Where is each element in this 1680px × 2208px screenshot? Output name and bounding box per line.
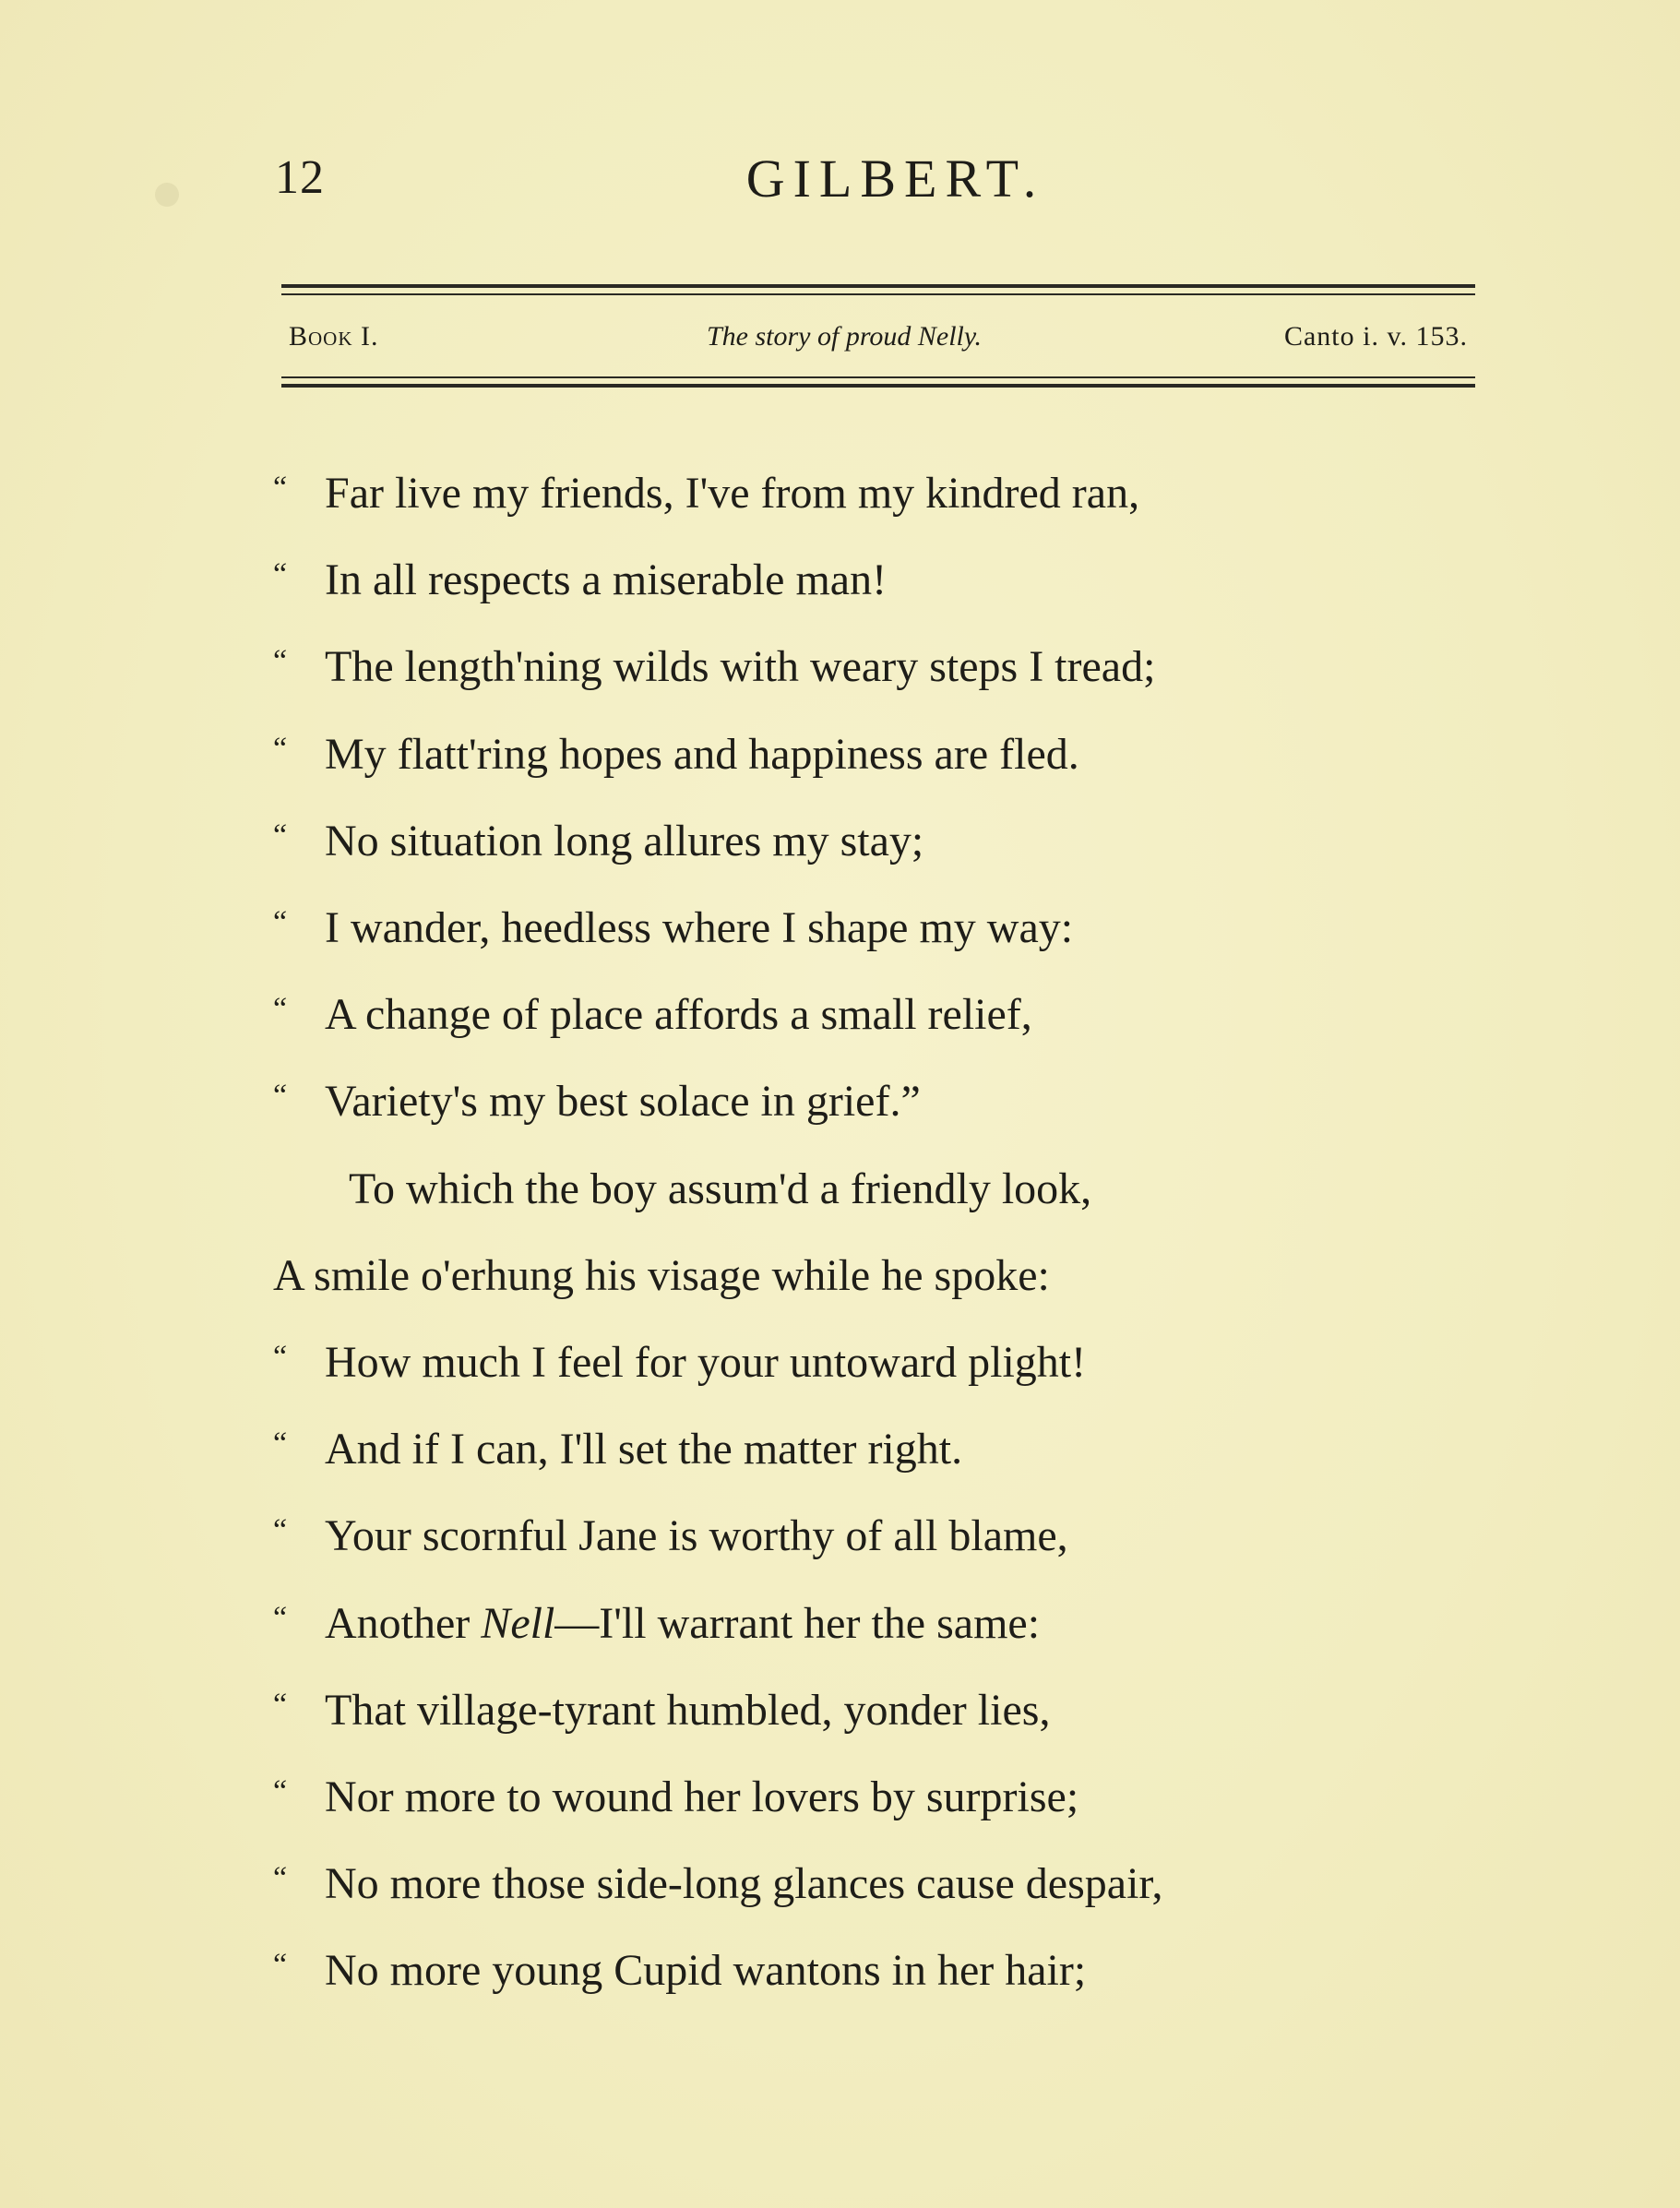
- verse-text: My flatt'ring hopes and happiness are fled.: [325, 729, 1079, 779]
- italic-name: Nell: [481, 1598, 555, 1648]
- running-title: GILBERT.: [745, 149, 1045, 209]
- open-quote-mark: “: [273, 1861, 288, 1896]
- verse-text: That village-tyrant humbled, yonder lies,: [325, 1685, 1051, 1735]
- open-quote-mark: “: [273, 1948, 288, 1983]
- open-quote-mark: “: [273, 992, 288, 1027]
- verse-text: The length'ning wilds with weary steps I tread;: [325, 642, 1156, 692]
- story-title: The story of proud Nelly.: [707, 321, 983, 352]
- verse-text: And if I can, I'll set the matter right.: [325, 1425, 963, 1474]
- open-quote-mark: “: [273, 1079, 288, 1114]
- verse-text: I wander, heedless where I shape my way:: [325, 903, 1074, 952]
- open-quote-mark: “: [273, 1513, 288, 1548]
- book-label: Book I.: [289, 321, 379, 352]
- verse-text: A change of place affords a small relief,: [325, 990, 1032, 1040]
- open-quote-mark: “: [273, 818, 288, 853]
- verse-text: No more young Cupid wantons in her hair;: [325, 1946, 1087, 1996]
- verse-text: No situation long allures my stay;: [325, 816, 924, 865]
- verse-text: Your scornful Jane is worthy of all blame,: [325, 1511, 1068, 1561]
- verse-text: No more those side-long glances cause despair,: [325, 1859, 1163, 1909]
- open-quote-mark: “: [273, 557, 288, 592]
- open-quote-mark: “: [273, 1687, 288, 1722]
- open-quote-mark: “: [273, 1426, 288, 1462]
- verse-text: A smile o'erhung his visage while he spoke:: [273, 1250, 1050, 1300]
- canto-label: Canto i. v. 153.: [1283, 321, 1468, 352]
- page-number: 12: [275, 151, 325, 204]
- verse-text: To which the boy assum'd a friendly look,: [349, 1164, 1092, 1213]
- open-quote-mark: “: [273, 644, 288, 679]
- open-quote-mark: “: [273, 731, 288, 766]
- verse-text: How much I feel for your untoward plight!: [325, 1338, 1087, 1387]
- open-quote-mark: “: [273, 1774, 288, 1808]
- open-quote-mark: “: [273, 471, 288, 505]
- verse-text: In all respects a miserable man!: [325, 555, 888, 605]
- verse-text: Another Nell—I'll warrant her the same:: [325, 1598, 1041, 1648]
- open-quote-mark: “: [273, 905, 288, 939]
- verse-text: Variety's my best solace in grief.”: [325, 1077, 921, 1127]
- verse-text: Nor more to wound her lovers by surprise;: [325, 1772, 1079, 1821]
- open-quote-mark: “: [273, 1340, 288, 1374]
- verse-text: Far live my friends, I've from my kindred ran,: [325, 469, 1140, 518]
- open-quote-mark: “: [273, 1600, 288, 1635]
